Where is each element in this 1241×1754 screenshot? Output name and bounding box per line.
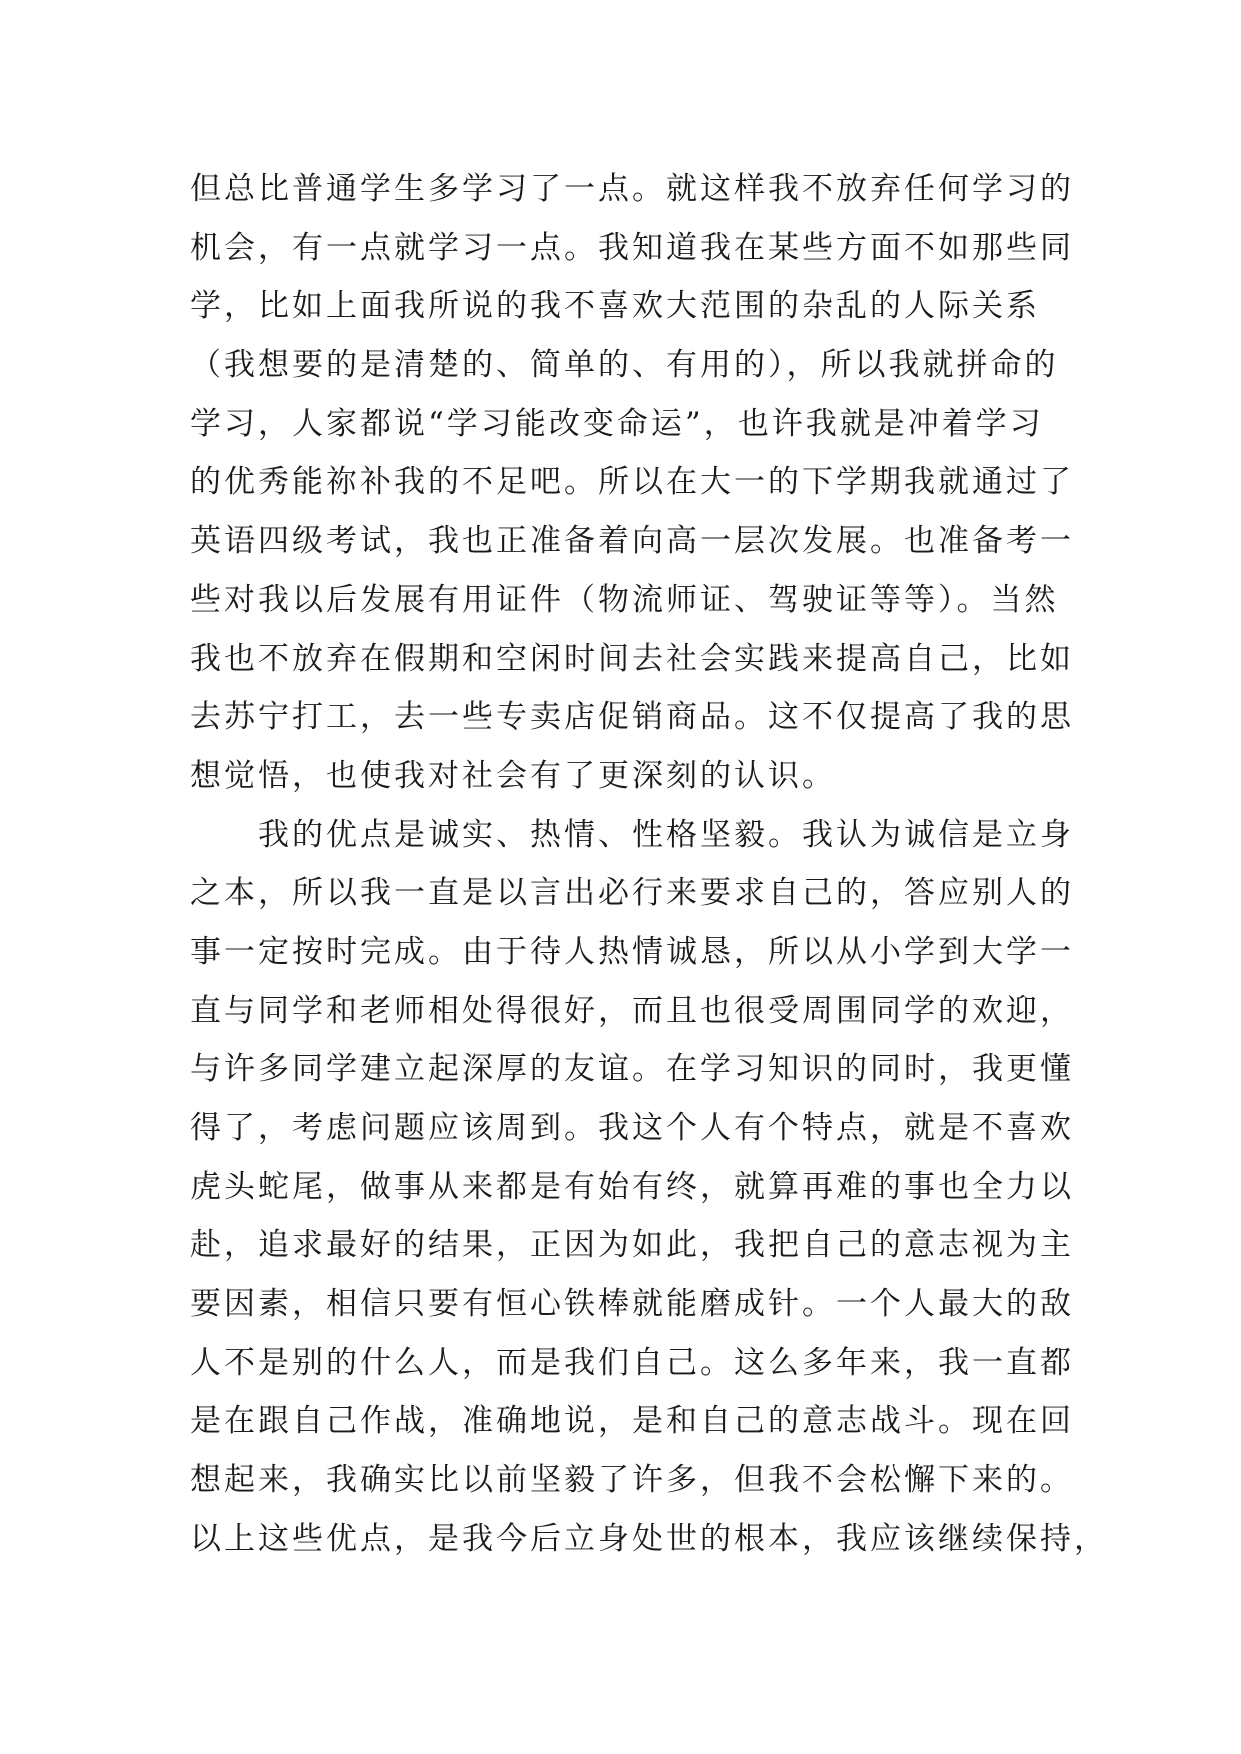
text-line: 虎头蛇尾，做事从来都是有始有终，就算再难的事也全力以 bbox=[190, 1168, 1074, 1205]
text-line: 直与同学和老师相处得很好，而且也很受周围同学的欢迎， bbox=[190, 992, 1074, 1029]
text-line: 人不是别的什么人，而是我们自己。这么多年来，我一直都 bbox=[190, 1344, 1074, 1381]
text-line: 些对我以后发展有用证件（物流师证、驾驶证等等）。当然 bbox=[190, 581, 1059, 618]
text-line: 我也不放弃在假期和空闲时间去社会实践来提高自己，比如 bbox=[190, 640, 1074, 677]
text-line: 想觉悟，也使我对社会有了更深刻的认识。 bbox=[190, 757, 836, 794]
text-line: 之本，所以我一直是以言出必行来要求自己的，答应别人的 bbox=[190, 875, 1074, 912]
text-line: 去苏宁打工，去一些专卖店促销商品。这不仅提高了我的思 bbox=[190, 699, 1074, 736]
text-line: 事一定按时完成。由于待人热情诚恳，所以从小学到大学一 bbox=[190, 933, 1074, 970]
text-line: 学，比如上面我所说的我不喜欢大范围的杂乱的人际关系 bbox=[190, 288, 1040, 325]
document-body bbox=[190, 160, 1108, 1569]
text-line: 要因素，相信只要有恒心铁棒就能磨成针。一个人最大的敌 bbox=[190, 1286, 1074, 1323]
text-line: 但总比普通学生多学习了一点。就这样我不放弃任何学习的 bbox=[190, 171, 1074, 207]
text-line: 以上这些优点，是我今后立身处世的根本，我应该继续保持， bbox=[190, 1520, 1108, 1557]
text-line: 我的优点是诚实、热情、性格坚毅。我认为诚信是立身 bbox=[258, 816, 1074, 853]
text-line: 机会，有一点就学习一点。我知道我在某些方面不如那些同 bbox=[190, 229, 1074, 266]
text-line: 是在跟自己作战，准确地说，是和自己的意志战斗。现在回 bbox=[190, 1403, 1074, 1440]
text-line: 得了，考虑问题应该周到。我这个人有个特点，就是不喜欢 bbox=[190, 1110, 1074, 1146]
text-line: 学习，人家都说“学习能改变命运”，也许我就是冲着学习 bbox=[190, 405, 1044, 442]
text-line: 赴，追求最好的结果，正因为如此，我把自己的意志视为主 bbox=[190, 1227, 1074, 1264]
text-line: （我想要的是清楚的、简单的、有用的），所以我就拼命的 bbox=[190, 347, 1059, 384]
text-line: 想起来，我确实比以前坚毅了许多，但我不会松懈下来的。 bbox=[190, 1462, 1074, 1499]
paragraph-2 bbox=[190, 806, 1108, 1569]
text-line: 与许多同学建立起深厚的友谊。在学习知识的同时，我更懂 bbox=[190, 1051, 1074, 1088]
text-line: 英语四级考试，我也正准备着向高一层次发展。也准备考一 bbox=[190, 523, 1074, 560]
text-line: 的优秀能祢补我的不足吧。所以在大一的下学期我就通过了 bbox=[190, 464, 1074, 501]
paragraph-1 bbox=[190, 160, 1080, 806]
